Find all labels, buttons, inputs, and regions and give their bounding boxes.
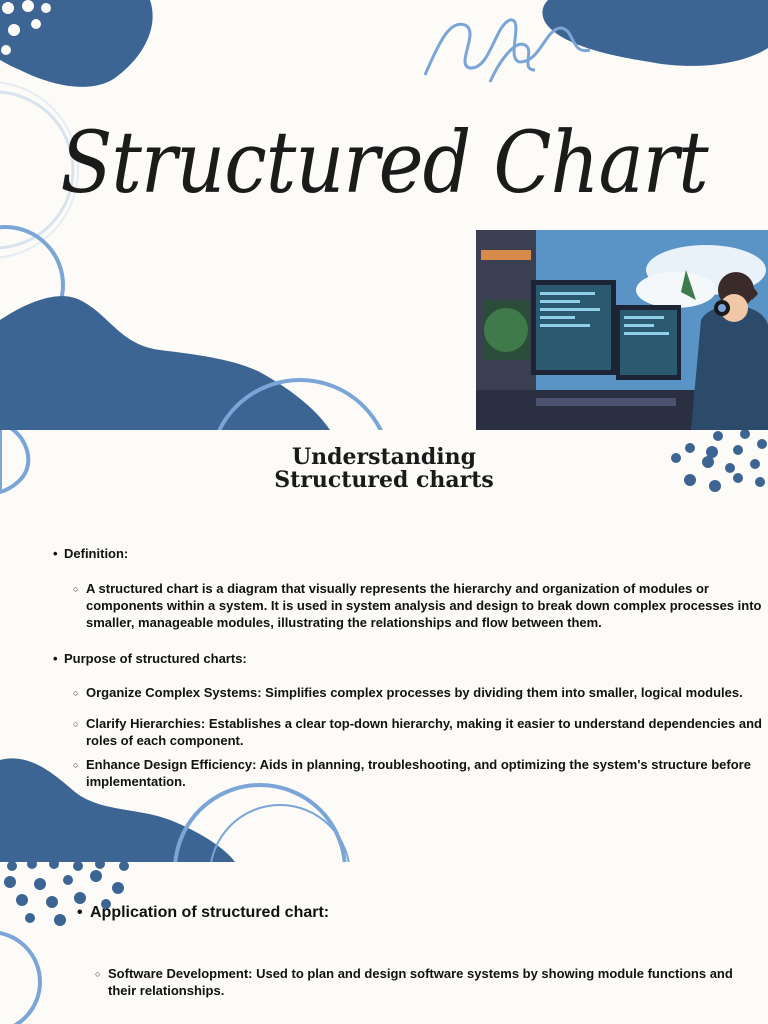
developer-illustration bbox=[476, 230, 768, 430]
definition-label: • Definition: bbox=[64, 545, 128, 562]
decorative-background bbox=[0, 862, 768, 1024]
decorative-background bbox=[0, 430, 768, 862]
purpose-item: ○ Enhance Design Efficiency: Aids in planning, troubleshooting, and optimizing the system's structure before implementation. bbox=[86, 756, 762, 790]
purpose-item: ○ Clarify Hierarchies: Establishes a clear top-down hierarchy, making it easier to understand dependencies and roles of each component. bbox=[86, 715, 762, 749]
section-heading bbox=[0, 446, 768, 492]
purpose-label: • Purpose of structured charts: bbox=[64, 650, 247, 667]
heading-line-2: Structured charts bbox=[274, 467, 494, 493]
application-label: • Application of structured chart: bbox=[90, 904, 329, 922]
purpose-item: ○ Organize Complex Systems: Simplifies complex processes by dividing them into smaller, logical modules. bbox=[86, 684, 762, 701]
title-section bbox=[0, 0, 768, 430]
page-title: Structured Chart bbox=[60, 112, 708, 213]
heading-line-1: Understanding bbox=[291, 444, 477, 470]
definition-text: ○ A structured chart is a diagram that visually represents the hierarchy and organization of modules or components within a system. It is used in system analysis and design to break down complex processes into smaller, manageable modules, illustrating the relationships and flow between them. bbox=[86, 580, 762, 631]
understanding-section bbox=[0, 430, 768, 862]
application-section bbox=[0, 862, 768, 1024]
application-item: ○ Software Development: Used to plan and design software systems by showing module functions and their relationships. bbox=[108, 965, 748, 999]
